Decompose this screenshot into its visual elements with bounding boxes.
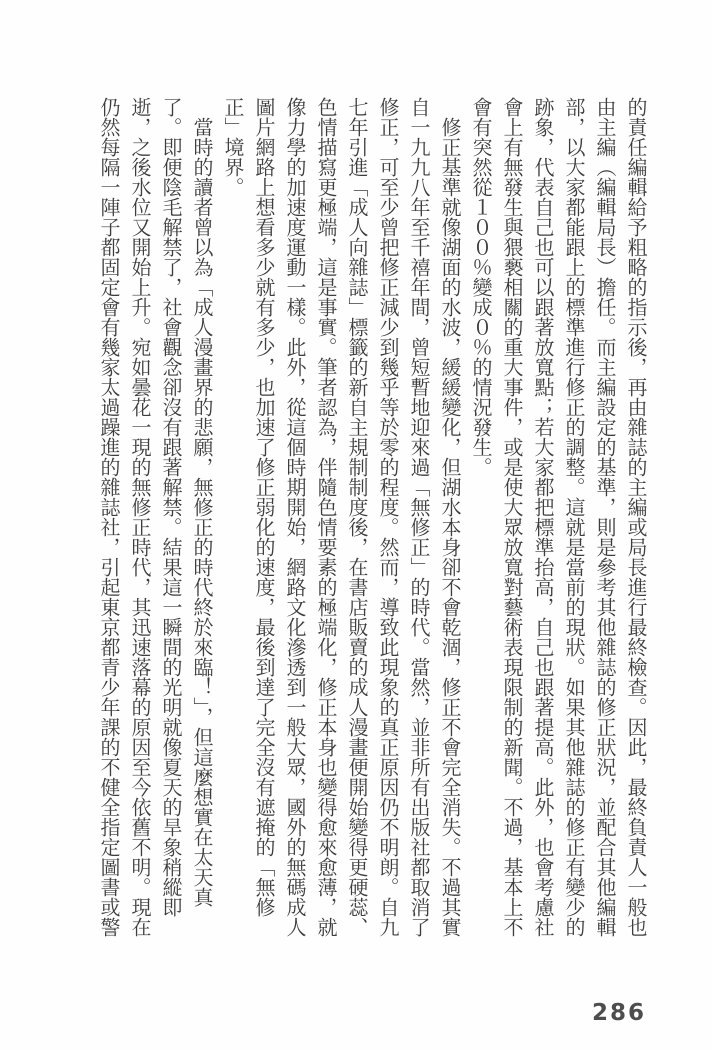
body-paragraph-3: 當時的讀者曾以為「成人漫畫界的悲願，無修正的時代終於來臨！」，但這麼想實在太天真了。即便陰毛解禁了，社會觀念卻沒有跟著解禁。結果這一瞬間的光明就像夏天的旱象稍縱即逝，之後水位又開始上升。宛如曇花一現的無修正時代，其迅速落幕的原因至今依舊不明。現在仍然每隔一陣子都固定會有幾家太過躁進的雜誌社，引起東京都青少年課的不健全指定圖書或警	[97, 97, 212, 937]
body-paragraph-1: 的責任編輯給予粗略的指示後，再由雜誌的主編或局長進行最終檢查。因此，最終負責人一般也由主編（編輯局長）擔任。而主編設定的基準，則是參考其他雜誌的修正狀況，並配合其他編輯部，以大家都能跟上的標準進行修正的調整。這就是當前的現狀。如果其他雜誌的修正有變少的跡象，代表自己也可以跟著放寬點；若大家都把標準抬高，自己也跟著提高。此外，也會考慮社會上有無發生與猥褻相關的重大事件，或是使大眾放寬對藝術表現限制的新聞。不過，基本上不會有突然從１００％變成０％的情況發生。	[469, 97, 646, 937]
page-number: 286	[591, 1000, 646, 1026]
text-block	[92, 97, 650, 941]
body-paragraph-2: 修正基準就像湖面的水波，緩緩變化，但湖水本身卻不會乾涸，修正不會完全消失。不過其實自一九九八年至千禧年間，曾短暫地迎來過「無修正」的時代。當然，並非所有出版社都取消了修正，可至少曾把修正減少到幾乎等於零的程度。然而，導致此現象的真正原因仍不明朗。自九七年引進「成人向雜誌」標籤的新自主規制制度後，在書店販賣的成人漫畫便開始變得更硬蕊、色情描寫更極端，這是事實。筆者認為，伴隨色情要素的極端化，修正本身也變得愈來愈薄，就像力學的加速度運動一樣。此外，從這個時期開始，網路文化滲透到一般大眾，國外的無碼成人圖片網路上想看多少就有多少，也加速了修正弱化的速度，最後到達了完全沒有遮掩的「無修正」境界。	[221, 97, 460, 937]
